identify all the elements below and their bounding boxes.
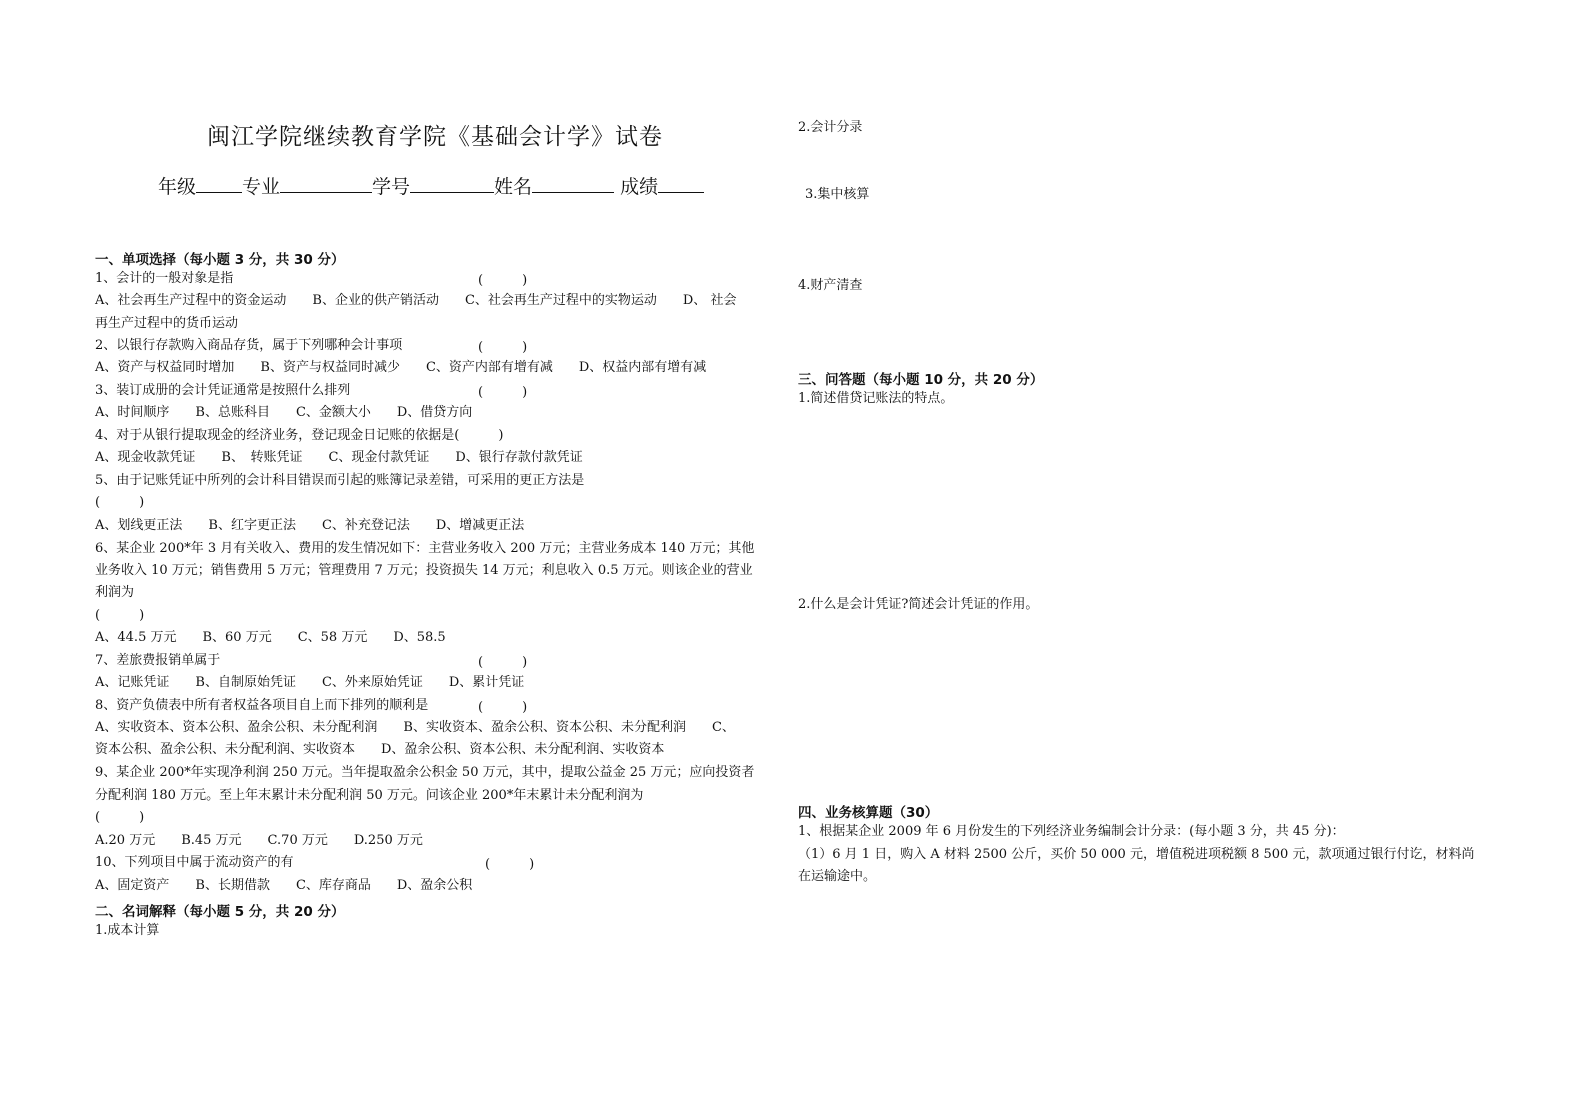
section1-heading: 一、单项选择（每小题 3 分，共 30 分）	[95, 252, 345, 268]
q9-answer-paren[interactable]: ( )	[95, 810, 145, 825]
grade-field[interactable]	[196, 174, 242, 193]
q6-options: A、44.5 万元 B、60 万元 C、58 万元 D、58.5	[95, 630, 446, 645]
essay-q1: 1.简述借贷记账法的特点。	[798, 391, 954, 406]
q3-answer-paren[interactable]: ( )	[478, 385, 528, 400]
q3-text: 3、装订成册的会计凭证通常是按照什么排列	[95, 383, 351, 398]
q3-options: A、时间顺序 B、总账科目 C、金额大小 D、借贷方向	[95, 405, 473, 420]
q7-answer-paren[interactable]: ( )	[478, 655, 528, 670]
q5-options: A、划线更正法 B、红字更正法 C、补充登记法 D、增减更正法	[95, 518, 525, 533]
q6-text-cont1: 业务收入 10 万元；销售费用 5 万元；管理费用 7 万元；投资损失 14 万元；利息收入 0.5 万元。则该企业的营业	[95, 563, 753, 578]
q2-answer-paren[interactable]: ( )	[478, 340, 528, 355]
q10-answer-paren[interactable]: ( )	[485, 857, 535, 872]
q1-options: A、社会再生产过程中的资金运动 B、企业的供产销活动 C、社会再生产过程中的实物运动 D、 社会	[95, 293, 737, 308]
q9-text: 9、某企业 200*年实现净利润 250 万元。当年提取盈余公积金 50 万元，其中，提取公益金 25 万元；应向投资者	[95, 765, 755, 780]
name-field[interactable]	[532, 174, 614, 193]
major-field[interactable]	[280, 174, 372, 193]
section3-heading: 三、问答题（每小题 10 分，共 20 分）	[798, 372, 1044, 388]
q4-options: A、现金收款凭证 B、 转账凭证 C、现金付款凭证 D、银行存款付款凭证	[95, 450, 583, 465]
term-2: 2.会计分录	[798, 120, 863, 135]
major-label: 专业	[242, 176, 281, 198]
q2-options: A、资产与权益同时增加 B、资产与权益同时减少 C、资产内部有增有减 D、权益内部有增有减	[95, 360, 707, 375]
q6-text-cont2: 利润为	[95, 585, 135, 600]
student-id-label: 学号	[372, 176, 411, 198]
essay-q2: 2.什么是会计凭证?简述会计凭证的作用。	[798, 597, 1039, 612]
section4-heading: 四、业务核算题（30）	[798, 805, 939, 821]
q8-text: 8、资产负债表中所有者权益各项目自上而下排列的顺利是	[95, 698, 429, 713]
term-3: 3.集中核算	[805, 187, 870, 202]
q6-answer-paren[interactable]: ( )	[95, 608, 145, 623]
task-1-cont: 在运输途中。	[798, 869, 877, 884]
q4-text: 4、对于从银行提取现金的经济业务，登记现金日记账的依据是( )	[95, 428, 504, 443]
q6-text: 6、某企业 200*年 3 月有关收入、费用的发生情况如下：主营业务收入 200 万元；主营业务成本 140 万元；其他	[95, 541, 755, 556]
task-1: （1）6 月 1 日，购入 A 材料 2500 公斤，买价 50 000 元，增值税进项税额 8 500 元，款项通过银行付讫，材料尚	[798, 847, 1475, 862]
name-label: 姓名	[494, 176, 533, 198]
term-1: 1.成本计算	[95, 923, 160, 938]
q1-text: 1、会计的一般对象是指	[95, 271, 234, 286]
q8-answer-paren[interactable]: ( )	[478, 700, 528, 715]
q10-text: 10、下列项目中属于流动资产的有	[95, 855, 294, 870]
q8-options-cont: 资本公积、盈余公积、未分配利润、实收资本 D、盈余公积、资本公积、未分配利润、实收资本	[95, 742, 665, 757]
q8-options: A、实收资本、资本公积、盈余公积、未分配利润 B、实收资本、盈余公积、资本公积、未分配利润 C、	[95, 720, 735, 735]
term-4: 4.财产清查	[798, 278, 863, 293]
q1-answer-paren[interactable]: ( )	[478, 273, 528, 288]
student-id-field[interactable]	[410, 174, 494, 193]
section2-heading: 二、名词解释（每小题 5 分，共 20 分）	[95, 904, 345, 920]
q9-options: A.20 万元 B.45 万元 C.70 万元 D.250 万元	[95, 833, 423, 848]
q10-options: A、固定资产 B、长期借款 C、库存商品 D、盈余公积	[95, 878, 473, 893]
q1-options-cont: 再生产过程中的货币运动	[95, 316, 239, 331]
q5-answer-paren[interactable]: ( )	[95, 495, 145, 510]
q7-text: 7、差旅费报销单属于	[95, 653, 221, 668]
q2-text: 2、以银行存款购入商品存货，属于下列哪种会计事项	[95, 338, 403, 353]
grade-label: 年级	[158, 176, 197, 198]
score-label: 成绩	[620, 176, 659, 198]
student-info-line	[158, 172, 704, 199]
q9-text-cont: 分配利润 180 万元。至上年末累计未分配利润 50 万元。问该企业 200*年末累计未分配利润为	[95, 788, 644, 803]
task-intro: 1、根据某企业 2009 年 6 月份发生的下列经济业务编制会计分录：(每小题 3 分，共 45 分)：	[798, 824, 1345, 839]
q7-options: A、记账凭证 B、自制原始凭证 C、外来原始凭证 D、累计凭证	[95, 675, 525, 690]
exam-title: 闽江学院继续教育学院《基础会计学》试卷	[207, 124, 663, 150]
q5-text: 5、由于记账凭证中所列的会计科目错误而引起的账簿记录差错，可采用的更正方法是	[95, 473, 585, 488]
score-field[interactable]	[658, 174, 704, 193]
